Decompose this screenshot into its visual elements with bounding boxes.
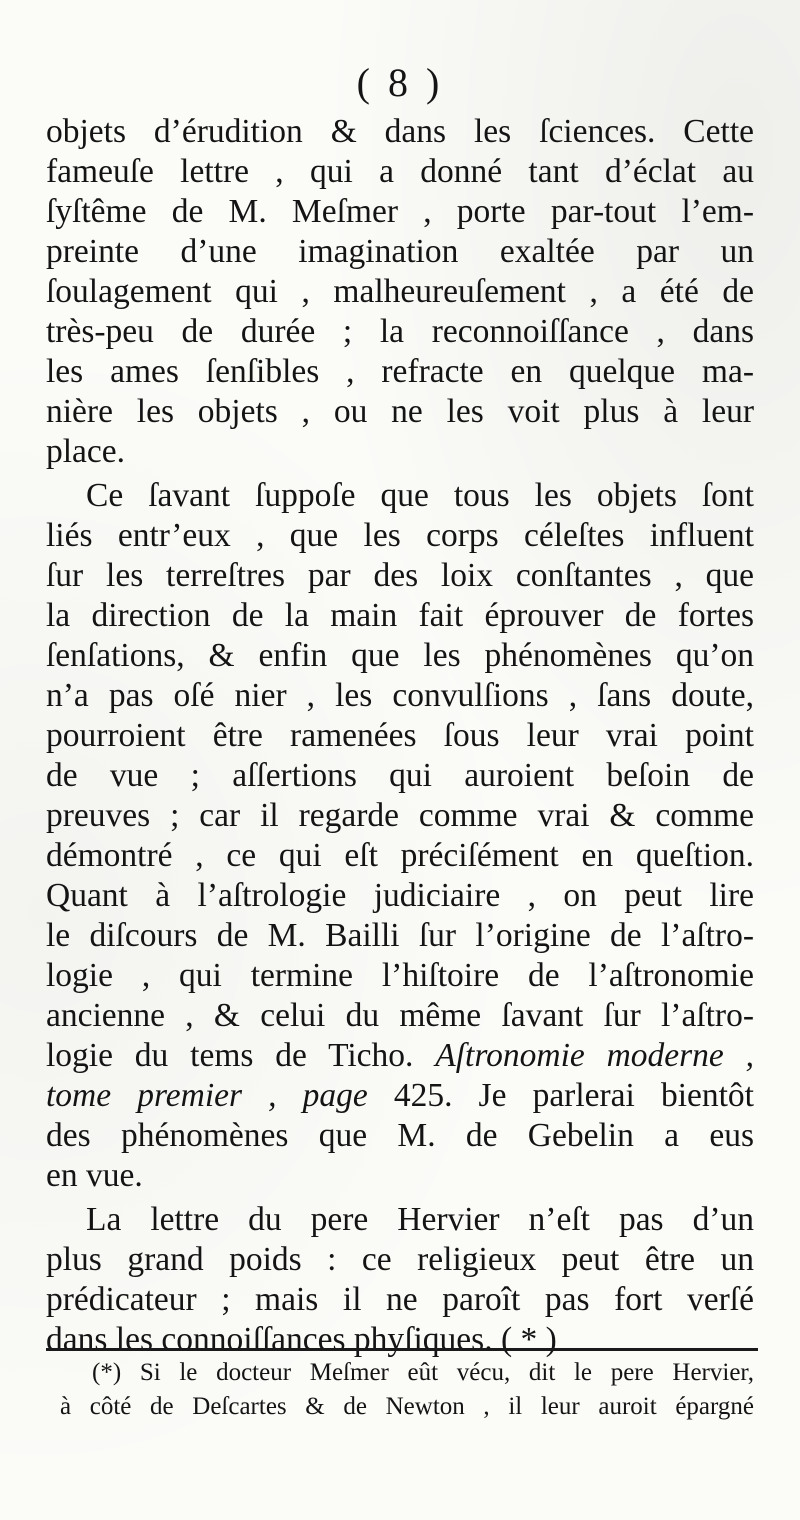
paragraph-1 (46, 112, 754, 472)
footnote-line: (*) Si le docteur Meſmer eût vécu, dit le pere Hervier, (92, 1359, 754, 1386)
text-line: fameuſe lettre , qui a donné tant d’éclat au (46, 153, 754, 190)
text-line: logie , qui termine l’hiſtoire de l’aſtronomie (46, 957, 754, 994)
text-line: le diſcours de M. Bailli ſur l’origine de l’aſtro- (46, 917, 754, 954)
text-line: des phénomènes que M. de Gebelin a eus (46, 1117, 754, 1154)
text-line: en vue. (46, 1157, 143, 1194)
text-line: preinte d’une imagination exaltée par un (46, 233, 754, 270)
text-line: place. (46, 433, 126, 470)
text-line: dans les connoiſſances phyſiques. ( * ) (46, 1321, 557, 1358)
paragraph-2 (46, 476, 754, 1196)
text-line: preuves ; car il regarde comme vrai & comme (46, 797, 754, 834)
text-line: Ce ſavant ſuppoſe que tous les objets ſont (86, 477, 754, 514)
citation-title: Aſtronomie moderne , (435, 1037, 754, 1074)
citation-volume: tome premier , page (46, 1077, 368, 1114)
footnote-line: à côté de Deſcartes & de Newton , il leur auroit épargné (60, 1393, 754, 1420)
text-line: pourroient être ramenées ſous leur vrai point (46, 717, 754, 754)
main-text (46, 112, 754, 1360)
text-line: ſur les terreſtres par des loix conſtantes , que (46, 557, 754, 594)
text-line: La lettre du pere Hervier n’eſt pas d’un (86, 1201, 754, 1238)
footnote-rule (46, 1348, 758, 1351)
text-line: ancienne , & celui du même ſavant ſur l’aſtro- (46, 997, 754, 1034)
footnote (60, 1356, 754, 1424)
text-line-citation (46, 1036, 754, 1076)
text-line: n’a pas oſé nier , les convulſions , ſans doute, (46, 677, 754, 714)
text-line: nière les objets , ou ne les voit plus à leur (46, 393, 754, 430)
page-number: ( 8 ) (356, 60, 444, 105)
citation-rest: 425. Je parlerai bientôt (367, 1077, 754, 1114)
paragraph-3 (46, 1200, 754, 1360)
text-line: liés entr’eux , que les corps céleſtes influent (46, 517, 754, 554)
text-line: plus grand poids : ce religieux peut être un (46, 1241, 754, 1278)
text-line: de vue ; aſſertions qui auroient beſoin de (46, 757, 754, 794)
text-line: démontré , ce qui eſt préciſément en queſtion. (46, 837, 754, 874)
text-line: objets d’érudition & dans les ſciences. Cette (46, 113, 754, 150)
text-line: la direction de la main fait éprouver de fortes (46, 597, 754, 634)
text-line-citation (46, 1076, 754, 1116)
text-line: ſenſations, & enfin que les phénomènes qu’on (46, 637, 754, 674)
text-line: ſyſtême de M. Meſmer , porte par-tout l’em- (46, 193, 754, 230)
text-line: ſoulagement qui , malheureuſement , a été de (46, 273, 754, 310)
citation-prefix: logie du tems de Ticho. (46, 1037, 436, 1074)
text-line: prédicateur ; mais il ne paroît pas fort verſé (46, 1281, 754, 1318)
text-line: les ames ſenſibles , refracte en quelque ma- (46, 353, 754, 390)
text-line: Quant à l’aſtrologie judiciaire , on peut lire (46, 877, 754, 914)
text-line: très-peu de durée ; la reconnoiſſance , dans (46, 313, 754, 350)
